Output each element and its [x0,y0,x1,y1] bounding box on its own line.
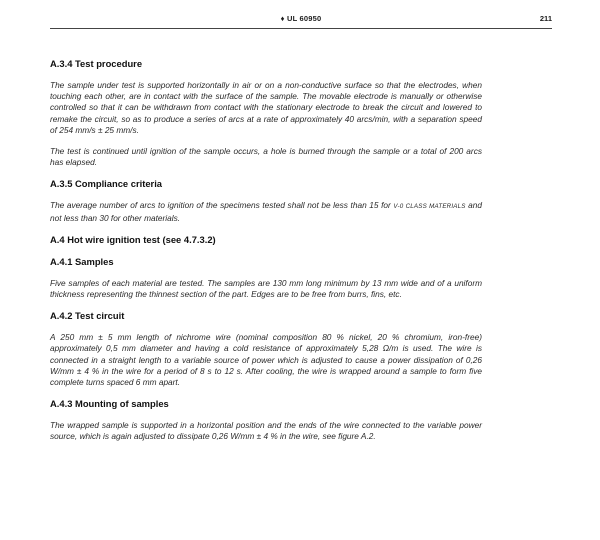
paragraph-a43-1: The wrapped sample is supported in a horizontal position and the ends of the wire connected to the variable power source, which is again adjusted to dissipate 0,26 W/mm ± 4 % in the wire, see figure A.2. [50,420,482,442]
paragraph-a334-2: The test is continued until ignition of the sample occurs, a hole is burned through the sample or a total of 200 arcs has elapsed. [50,146,482,168]
section-heading-a334: A.3.4 Test procedure [50,58,143,69]
section-heading-a41: A.4.1 Samples [50,255,114,267]
paragraph-a335-text-2: and not less than 30 for other materials. [50,200,482,223]
page-number: 211 [539,14,552,23]
section-heading-a335: A.3.5 Compliance criteria [50,178,163,190]
v0-class-materials-term: V-0 CLASS MATERIALS [393,203,466,211]
paragraph-a335-text-1: The average number of arcs to ignition of the specimens tested shall not be less than 15 for [50,200,394,211]
paragraph-a42-1: A 250 mm ± 5 mm length of nichrome wire (nominal composition 80 % nickel, 20 % chromium, iron-free) approximately 0,5 mm diameter and having a cold resistance of approximately 5,28 Ω/m is used. The wire is connected in a straight length to a variable source of power which is adjusted to cause a power dissipation of 0,26 W/mm ± 4 % in the wire for a period of 8 s to 12 s. After cooling, the wire is wrapped around a sample to form five complete turns spaced 6 mm apart. [50,332,482,388]
paragraph-a41-1: Five samples of each material are tested. The samples are 130 mm long minimum by 13 mm wide and of a uniform thickness representing the thinnest section of the part. Edges are to be free from burrs, fins, etc. [50,277,482,300]
paragraph-a335-1 [50,200,482,223]
page-header [50,14,552,29]
page-content [50,58,482,443]
header-title: ♦ UL 60950 [280,14,322,23]
paragraph-a334-1: The sample under test is supported horizontally in air or on a non-conductive surface so that the electrodes, when touching each other, are in contact with the surface of the sample. The movable electrode is manually or otherwise controlled so that it can be withdrawn from contact with the stationary electrode to break the circuit and lowered to remake the circuit, so as to produce a series of arcs at a rate of approximately 40 arcs/min, with a separation speed of 254 mm/s ± 25 mm/s. [50,80,482,135]
section-heading-a4: A.4 Hot wire ignition test (see 4.7.3.2) [50,233,216,245]
section-heading-a42: A.4.2 Test circuit [50,310,125,322]
section-heading-a43: A.4.3 Mounting of samples [50,398,169,410]
